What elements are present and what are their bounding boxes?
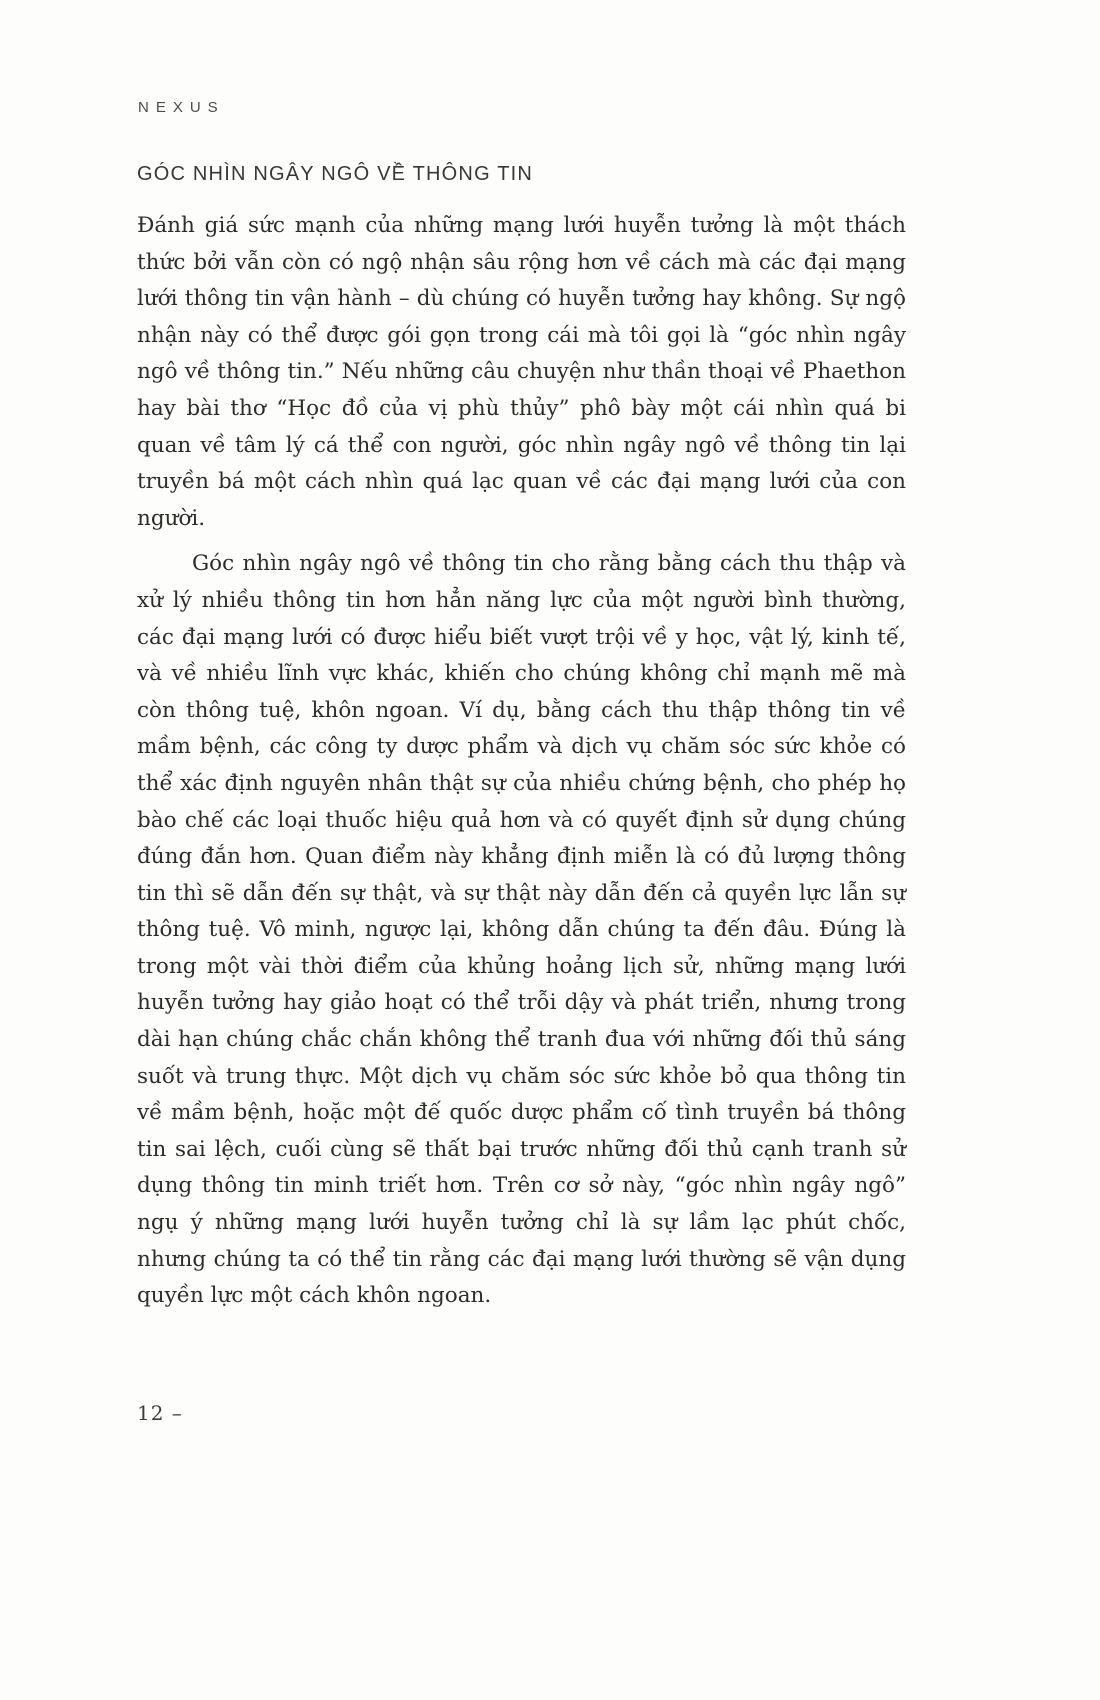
body-text xyxy=(137,208,906,1315)
running-header: NEXUS xyxy=(138,99,225,116)
paragraph-1: Đánh giá sức mạnh của những mạng lưới huyễn tưởng là một thách thức bởi vẫn còn có ngộ nhận sâu rộng hơn về cách mà các đại mạng lưới thông tin vận hành – dù chúng có huyễn tưởng hay không. Sự ngộ nhận này có thể được gói gọn trong cái mà tôi gọi là “góc nhìn ngây ngô về thông tin.” Nếu những câu chuyện như thần thoại về Phaethon hay bài thơ “Học đồ của vị phù thủy” phô bày một cái nhìn quá bi quan về tâm lý cá thể con người, góc nhìn ngây ngô về thông tin lại truyền bá một cách nhìn quá lạc quan về các đại mạng lưới của con người. xyxy=(137,213,906,531)
page-number: 12 – xyxy=(137,1401,183,1425)
paragraph-2: Góc nhìn ngây ngô về thông tin cho rằng bằng cách thu thập và xử lý nhiều thông tin hơn hẳn năng lực của một người bình thường, các đại mạng lưới có được hiểu biết vượt trội về y học, vật lý, kinh tế, và về nhiều lĩnh vực khác, khiến cho chúng không chỉ mạnh mẽ mà còn thông tuệ, khôn ngoan. Ví dụ, bằng cách thu thập thông tin về mầm bệnh, các công ty dược phẩm và dịch vụ chăm sóc sức khỏe có thể xác định nguyên nhân thật sự của nhiều chứng bệnh, cho phép họ bào chế các loại thuốc hiệu quả hơn và có quyết định sử dụng chúng đúng đắn hơn. Quan điểm này khẳng định miễn là có đủ lượng thông tin thì sẽ dẫn đến sự thật, và sự thật này dẫn đến cả quyền lực lẫn sự thông tuệ. Vô minh, ngược lại, không dẫn chúng ta đến đâu. Đúng là trong một vài thời điểm của khủng hoảng lịch sử, những mạng lưới huyễn tưởng hay giảo hoạt có thể trỗi dậy và phát triển, nhưng trong dài hạn chúng chắc chắn không thể tranh đua với những đối thủ sáng suốt và trung thực. Một dịch vụ chăm sóc sức khỏe bỏ qua thông tin về mầm bệnh, hoặc một đế quốc dược phẩm cố tình truyền bá thông tin sai lệch, cuối cùng sẽ thất bại trước những đối thủ cạnh tranh sử dụng thông tin minh triết hơn. Trên cơ sở này, “góc nhìn ngây ngô” ngụ ý những mạng lưới huyễn tưởng chỉ là sự lầm lạc phút chốc, nhưng chúng ta có thể tin rằng các đại mạng lưới thường sẽ vận dụng quyền lực một cách khôn ngoan. xyxy=(137,551,906,1309)
section-heading: GÓC NHÌN NGÂY NGÔ VỀ THÔNG TIN xyxy=(137,163,534,185)
